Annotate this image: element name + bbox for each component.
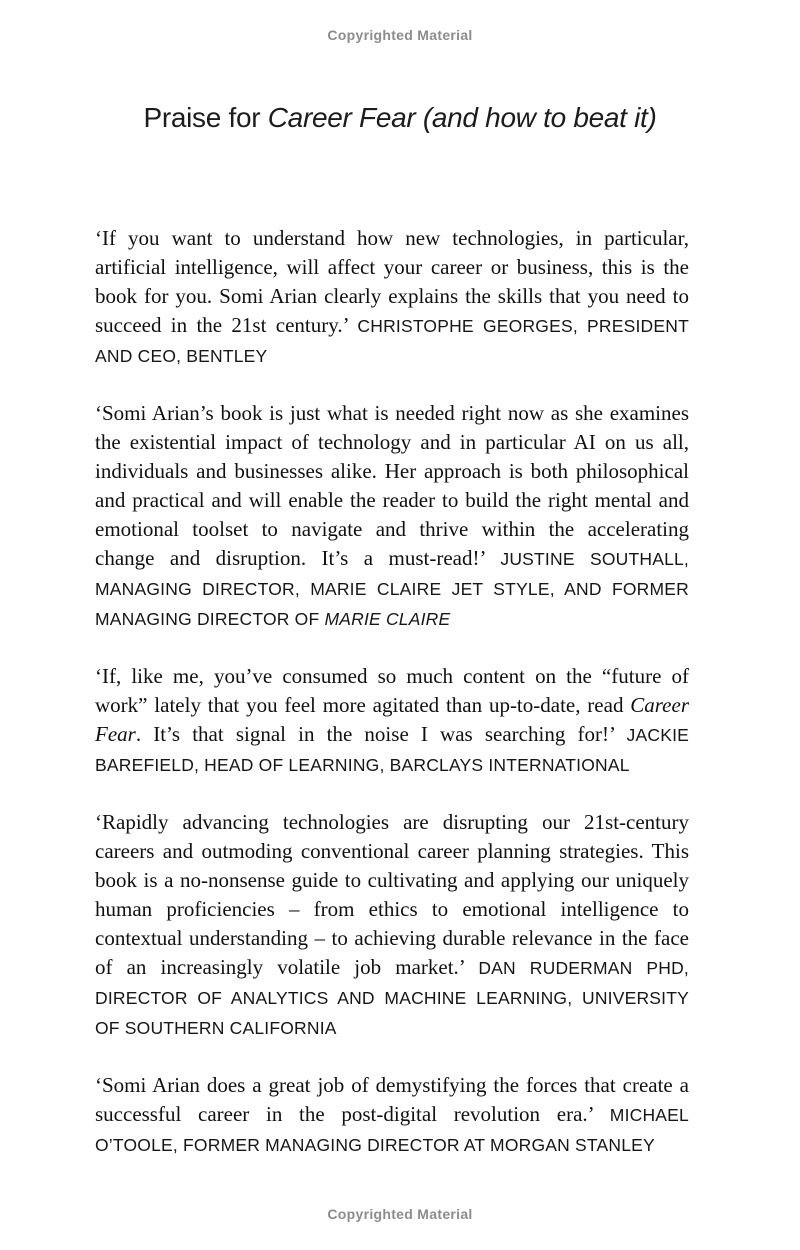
praise-quote	[95, 224, 689, 371]
page-title-italic: Career Fear (and how to beat it)	[267, 102, 657, 133]
page-title-regular: Praise for	[143, 102, 268, 133]
quote-attribution: CHRISTOPHE GEORGES, PRESIDENT AND CEO, BENTLEY	[95, 316, 689, 366]
quote-text: ‘Somi Arian’s book is just what is needed right now as she examines the existential impact of technology and in particular AI on us all, individuals and businesses alike. Her approach is both philosophical and practical and will enable the reader to build the right mental and emotional toolset to navigate and thrive within the accelerating change and disruption. It’s a must-read!’	[95, 401, 689, 570]
quote-text: ‘If you want to understand how new technologies, in particular, artificial intelligence, will affect your career or business, this is the book for you. Somi Arian clearly explains the skills that you need to succeed in the 21st century.’	[95, 226, 689, 337]
quote-attribution: JUSTINE SOUTHALL, MANAGING DIRECTOR, MARIE CLAIRE JET STYLE, AND FORMER MANAGING DIRECTOR OF	[95, 549, 689, 629]
praise-quote	[95, 1071, 689, 1160]
quote-attribution: JACKIE BAREFIELD, HEAD OF LEARNING, BARCLAYS INTERNATIONAL	[95, 725, 689, 775]
page-title	[0, 102, 800, 134]
quote-text: Career Fear	[95, 693, 689, 746]
quote-attribution: DAN RUDERMAN PHD, DIRECTOR OF ANALYTICS AND MACHINE LEARNING, UNIVERSITY OF SOUTHERN CALIFORNIA	[95, 958, 689, 1038]
copyright-notice-bottom: Copyrighted Material	[327, 1206, 473, 1222]
quote-text: ‘Somi Arian does a great job of demystifying the forces that create a successful career in the post-digital revolution era.’	[95, 1073, 689, 1126]
praise-quote	[95, 808, 689, 1043]
copyright-notice-top: Copyrighted Material	[327, 27, 473, 43]
quote-attribution: MARIE CLAIRE	[324, 609, 451, 629]
praise-quotes-section	[95, 224, 689, 1160]
quote-text: . It’s that signal in the noise I was searching for!’	[135, 722, 627, 746]
praise-quote	[95, 399, 689, 634]
quote-attribution: MICHAEL O’TOOLE, FORMER MANAGING DIRECTOR AT MORGAN STANLEY	[95, 1105, 689, 1155]
quote-text: ‘If, like me, you’ve consumed so much content on the “future of work” lately that you feel more agitated than up-to-date, read	[95, 664, 689, 717]
praise-quote	[95, 662, 689, 780]
quote-text: ‘Rapidly advancing technologies are disrupting our 21st-century careers and outmoding conventional career planning strategies. This book is a no-nonsense guide to cultivating and applying our uniquely human proficiencies – from ethics to emotional intelligence to contextual understanding – to achieving durable relevance in the face of an increasingly volatile job market.’	[95, 810, 689, 979]
